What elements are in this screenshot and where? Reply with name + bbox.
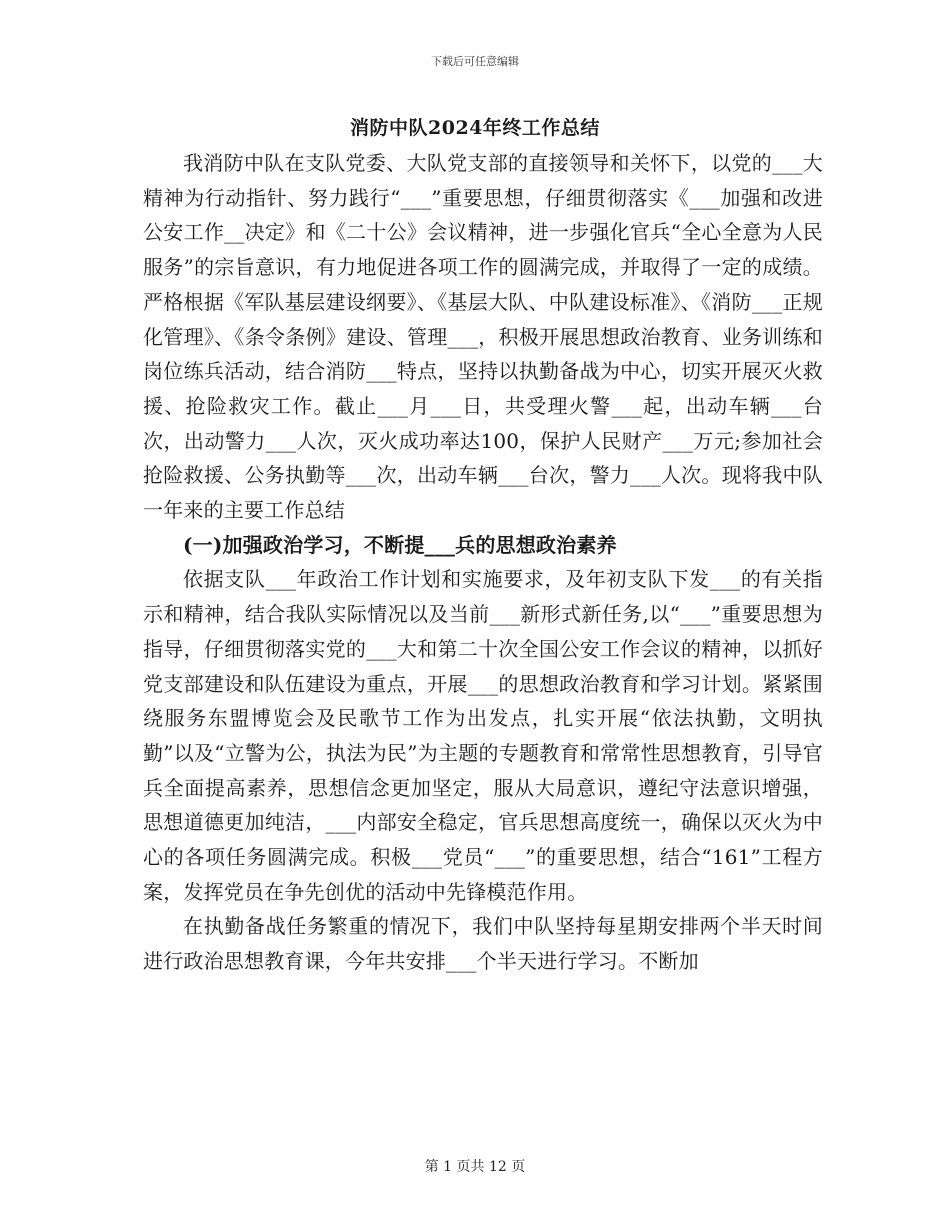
document-body bbox=[143, 146, 823, 979]
page-header-note: 下载后可任意编辑 bbox=[431, 55, 519, 68]
section-heading: (一)加强政治学习，不断提___兵的思想政治素养 bbox=[183, 532, 617, 557]
page-footer-number: 第 1 页共 12 页 bbox=[424, 1159, 526, 1175]
paragraph-intro: 我消防中队在支队党委、大队党支部的直接领导和关怀下，以党的___大精神为行动指针、努力践行“___”重要思想，仔细贯彻落实《___加强和改进公安工作__决定》和《二十公》会议精神，进一步强化官兵“全心全意为人民服务”的宗旨意识，有力地促进各项工作的圆满完成，并取得了一定的成绩。严格根据《军队基层建设纲要》、《基层大队、中队建设标准》、《消防___正规化管理》、《条令条例》建设、管理___，积极开展思想政治教育、业务训练和岗位练兵活动，结合消防___特点，坚持以执勤备战为中心，切实开展灭火救援、抢险救灾工作。截止___月___日，共受理火警___起，出动车辆___台次，出动警力___人次，灭火成功率达100，保护人民财产___万元;参加社会抢险救援、公务执勤等___次，出动车辆___台次，警力___人次。现将我中队一年来的主要工作总结 bbox=[143, 151, 823, 523]
paragraph-political-study: 依据支队___年政治工作计划和实施要求，及年初支队下发___的有关指示和精神，结合我队实际情况以及当前___新形式新任务,以“___”重要思想为指导，仔细贯彻落实党的___大和第二十次全国公安工作会议的精神，以抓好党支部建设和队伍建设为重点，开展___的思想政治教育和学习计划。紧紧围绕服务东盟博览会及民歌节工作为出发点，扎实开展“依法执勤，文明执勤”以及“立警为公，执法为民”为主题的专题教育和常常性思想教育，引导官兵全面提高素养，思想信念更加坚定，服从大局意识，遵纪守法意识增强，思想道德更加纯洁，___内部安全稳定，官兵思想高度统一，确保以灭火为中心的各项任务圆满完成。积极___党员“___”的重要思想，结合“161”工程方案，发挥党员在争先创优的活动中先锋模范作用。 bbox=[143, 567, 823, 904]
paragraph-duty-training: 在执勤备战任务繁重的情况下，我们中队坚持每星期安排两个半天时间进行政治思想教育课，今年共安排___个半天进行学习。不断加 bbox=[143, 914, 823, 974]
document-title: 消防中队2024年终工作总结 bbox=[350, 117, 600, 139]
